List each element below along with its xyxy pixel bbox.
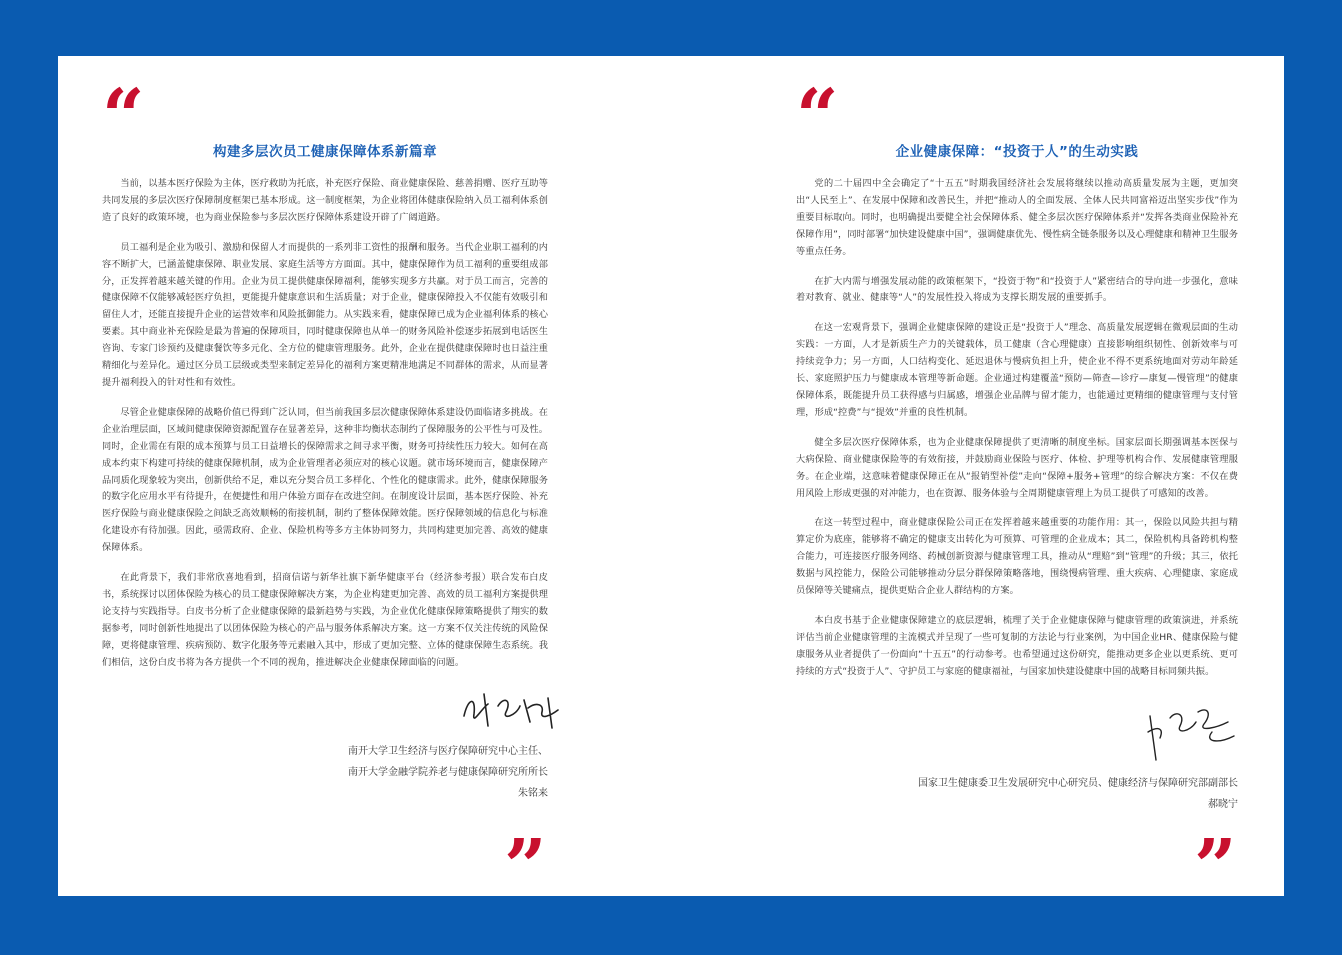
author-block [918, 773, 1238, 815]
document-page [58, 56, 1284, 910]
author-title-line: 南开大学金融学院养老与健康保障研究所所长 [348, 767, 548, 778]
foreword-body [796, 176, 1238, 694]
paragraph: 健全多层次医疗保障体系，也为企业健康保障提供了更清晰的制度坐标。国家层面长期强调基本医保与大病保险、商业健康保险等的有效衔接，并鼓励商业保险与医疗、体检、护理等机构合作、发展健康管理服务。在企业端，这意味着健康保障正在从“报销型补偿”走向“保障+服务+管理”的综合解决方案：不仅在费用风险上形成更强的对冲能力，也在资源、服务体验与全周期健康管理上为员工提供了可感知的改善。 [796, 436, 1238, 499]
author-name: 郝晓宁 [1208, 799, 1238, 810]
paragraph: 本白皮书基于企业健康保障建立的底层逻辑，梳理了关于企业健康保障与健康管理的政策演进，并系统评估当前企业健康管理的主流模式并呈现了一些可复制的方法论与行业案例，为中国企业HR、健康保险与健康服务从业者提供了一份面向“十五五”的行动参考。也希望通过这份研究，能推动更多企业以更系统、更可持续的方式“投资于人”、守护员工与家庭的健康福祉，与国家加快建设健康中国的战略目标同频共振。 [796, 614, 1238, 677]
paragraph: 在此背景下，我们非常欣喜地看到，招商信诺与新华社旗下新华健康平台（经济参考报）联合发布白皮书，系统探讨以团体保险为核心的员工健康保障解决方案，为企业构建更加完善、高效的员工福利方案提供理论支持与实践指导。白皮书分析了企业健康保障的最新趋势与实践，为企业优化健康保障策略提供了翔实的数据参考，同时创新性地提出了以团体保险为核心的产品与服务体系解决方案。这一方案不仅关注传统的风险保障，更将健康管理、疾病预防、数字化服务等元素融入其中，形成了更加完整、立体的健康保障生态系统。我们相信，这份白皮书将为各方提供一个不同的视角，推进解决企业健康保障面临的问题。 [102, 572, 548, 668]
paragraph: 尽管企业健康保障的战略价值已得到广泛认同，但当前我国多层次健康保障体系建设仍面临诸多挑战。在企业治理层面，区域间健康保障资源配置存在显著差异，这种非均衡状态制约了保障服务的公平性与可及性。同时，企业需在有限的成本预算与员工日益增长的保障需求之间寻求平衡，财务可持续性压力较大。如何在高成本约束下构建可持续的健康保障机制，成为企业管理者必须应对的核心议题。就市场环境而言，健康保障产品同质化现象较为突出，创新供给不足，难以充分契合员工多样化、个性化的健康需求。此外，健康保障服务的数字化应用水平有待提升，在便捷性和用户体验方面存在改进空间。在制度设计层面，基本医疗保险、补充医疗保险与商业健康保险之间缺乏高效顺畅的衔接机制，制约了整体保障效能。医疗保障领域的信息化与标准化建设亦有待加强。因此，亟需政府、企业、保险机构等多方主体协同努力，共同构建更加完善、高效的健康保障体系。 [102, 406, 548, 554]
paragraph: 员工福利是企业为吸引、激励和保留人才而提供的一系列非工资性的报酬和服务。当代企业职工福利的内容不断扩大，已涵盖健康保障、职业发展、家庭生活等方方面面。其中，健康保障作为员工福利的重要组成部分，正发挥着越来越关键的作用。企业为员工提供健康保障福利，能够实现多方共赢。对于员工而言，完善的健康保障不仅能够减轻医疗负担，更能提升健康意识和生活质量；对于企业，健康保障投入不仅能有效吸引和留住人才，还能直接提升企业的运营效率和风险抵御能力。从实践来看，健康保障已成为企业福利体系的核心要素。其中商业补充保险是最为普遍的保障项目，同时健康保障也从单一的财务风险补偿逐步拓展到电话医生咨询、专家门诊预约及健康餐饮等多元化、全方位的健康管理服务。此外，企业在提供健康保障时也日益注重精细化与差异化。通过区分员工层级或类型来制定差异化的福利方案更精准地满足不同群体的需求，从而显著提升福利投入的针对性和有效性。 [102, 241, 548, 388]
paragraph: 党的二十届四中全会确定了“十五五”时期我国经济社会发展将继续以推动高质量发展为主题，更加突出“人民至上”、在发展中保障和改善民生，并把“推动人的全面发展、全体人民共同富裕迈出坚实步伐”作为重要目标取向。同时，也明确提出要健全社会保障体系、健全多层次医疗保障体系并“发挥各类商业保险补充保障作用”，同时部署“加快建设健康中国”，强调健康优先、慢性病全链条服务以及心理健康和精神卫生服务等重点任务。 [796, 178, 1238, 257]
open-quote-mark: “ [796, 74, 833, 160]
author-name: 朱铭来 [518, 788, 548, 799]
author-block [348, 741, 548, 804]
paragraph: 在这一转型过程中，商业健康保险公司正在发挥着越来越重要的功能作用：其一，保险以风险共担与精算定价为底座，能够将不确定的健康支出转化为可预算、可管理的企业成本；其二，保险机构具备跨机构整合能力，可连接医疗服务网络、药械创新资源与健康管理工具，推动从“理赔”到“管理”的升级；其三，依托数据与风控能力，保险公司能够推动分层分群保障策略落地，围绕慢病管理、重大疾病、心理健康、家庭成员保障等关键痛点，提供更贴合企业人群结构的方案。 [796, 517, 1238, 597]
author-title-line: 国家卫生健康委卫生发展研究中心研究员、健康经济与保障研究部副部长 [918, 778, 1238, 789]
close-quote-mark: ” [504, 824, 541, 910]
paragraph: 在扩大内需与增强发展动能的政策框架下，“投资于物”和“投资于人”紧密结合的导向进一步强化，意味着对教育、就业、健康等“人”的发展性投入将成为支撑长期发展的重要抓手。 [796, 275, 1238, 304]
foreword-title: 构建多层次员工健康保障体系新篇章 [213, 144, 437, 160]
paragraph: 在这一宏观背景下，强调企业健康保障的建设正是“投资于人”理念、高质量发展逻辑在微观层面的生动实践：一方面，人才是新质生产力的关键载体，员工健康（含心理健康）直接影响组织韧性、创新效率与可持续竞争力；另一方面，人口结构变化、延迟退休与慢病负担上升，使企业不得不更系统地面对劳动年龄延长、家庭照护压力与健康成本管理等新命题。企业通过构建覆盖“预防—筛查—诊疗—康复—慢管理”的健康保障体系，既能提升员工获得感与归属感，增强企业品牌与留才能力，也能通过更精细的健康管理与支付管理，形成“控费”与“提效”并重的良性机制。 [796, 322, 1238, 418]
foreword-body [102, 176, 548, 684]
handwritten-signature [1142, 702, 1242, 766]
close-quote-mark: ” [1194, 824, 1231, 910]
handwritten-signature [458, 686, 568, 736]
paragraph: 当前，以基本医疗保险为主体，医疗救助为托底，补充医疗保险、商业健康保险、慈善捐赠、医疗互助等共同发展的多层次医疗保障制度框架已基本形成。这一制度框架，为企业将团体健康保险纳入员工福利体系创造了良好的政策环境，也为商业保险参与多层次医疗保障体系建设开辟了广阔道路。 [102, 178, 548, 223]
author-title-line: 南开大学卫生经济与医疗保障研究中心主任、 [348, 746, 548, 757]
foreword-title: 企业健康保障：“投资于人”的生动实践 [895, 144, 1139, 160]
open-quote-mark: “ [102, 74, 139, 160]
